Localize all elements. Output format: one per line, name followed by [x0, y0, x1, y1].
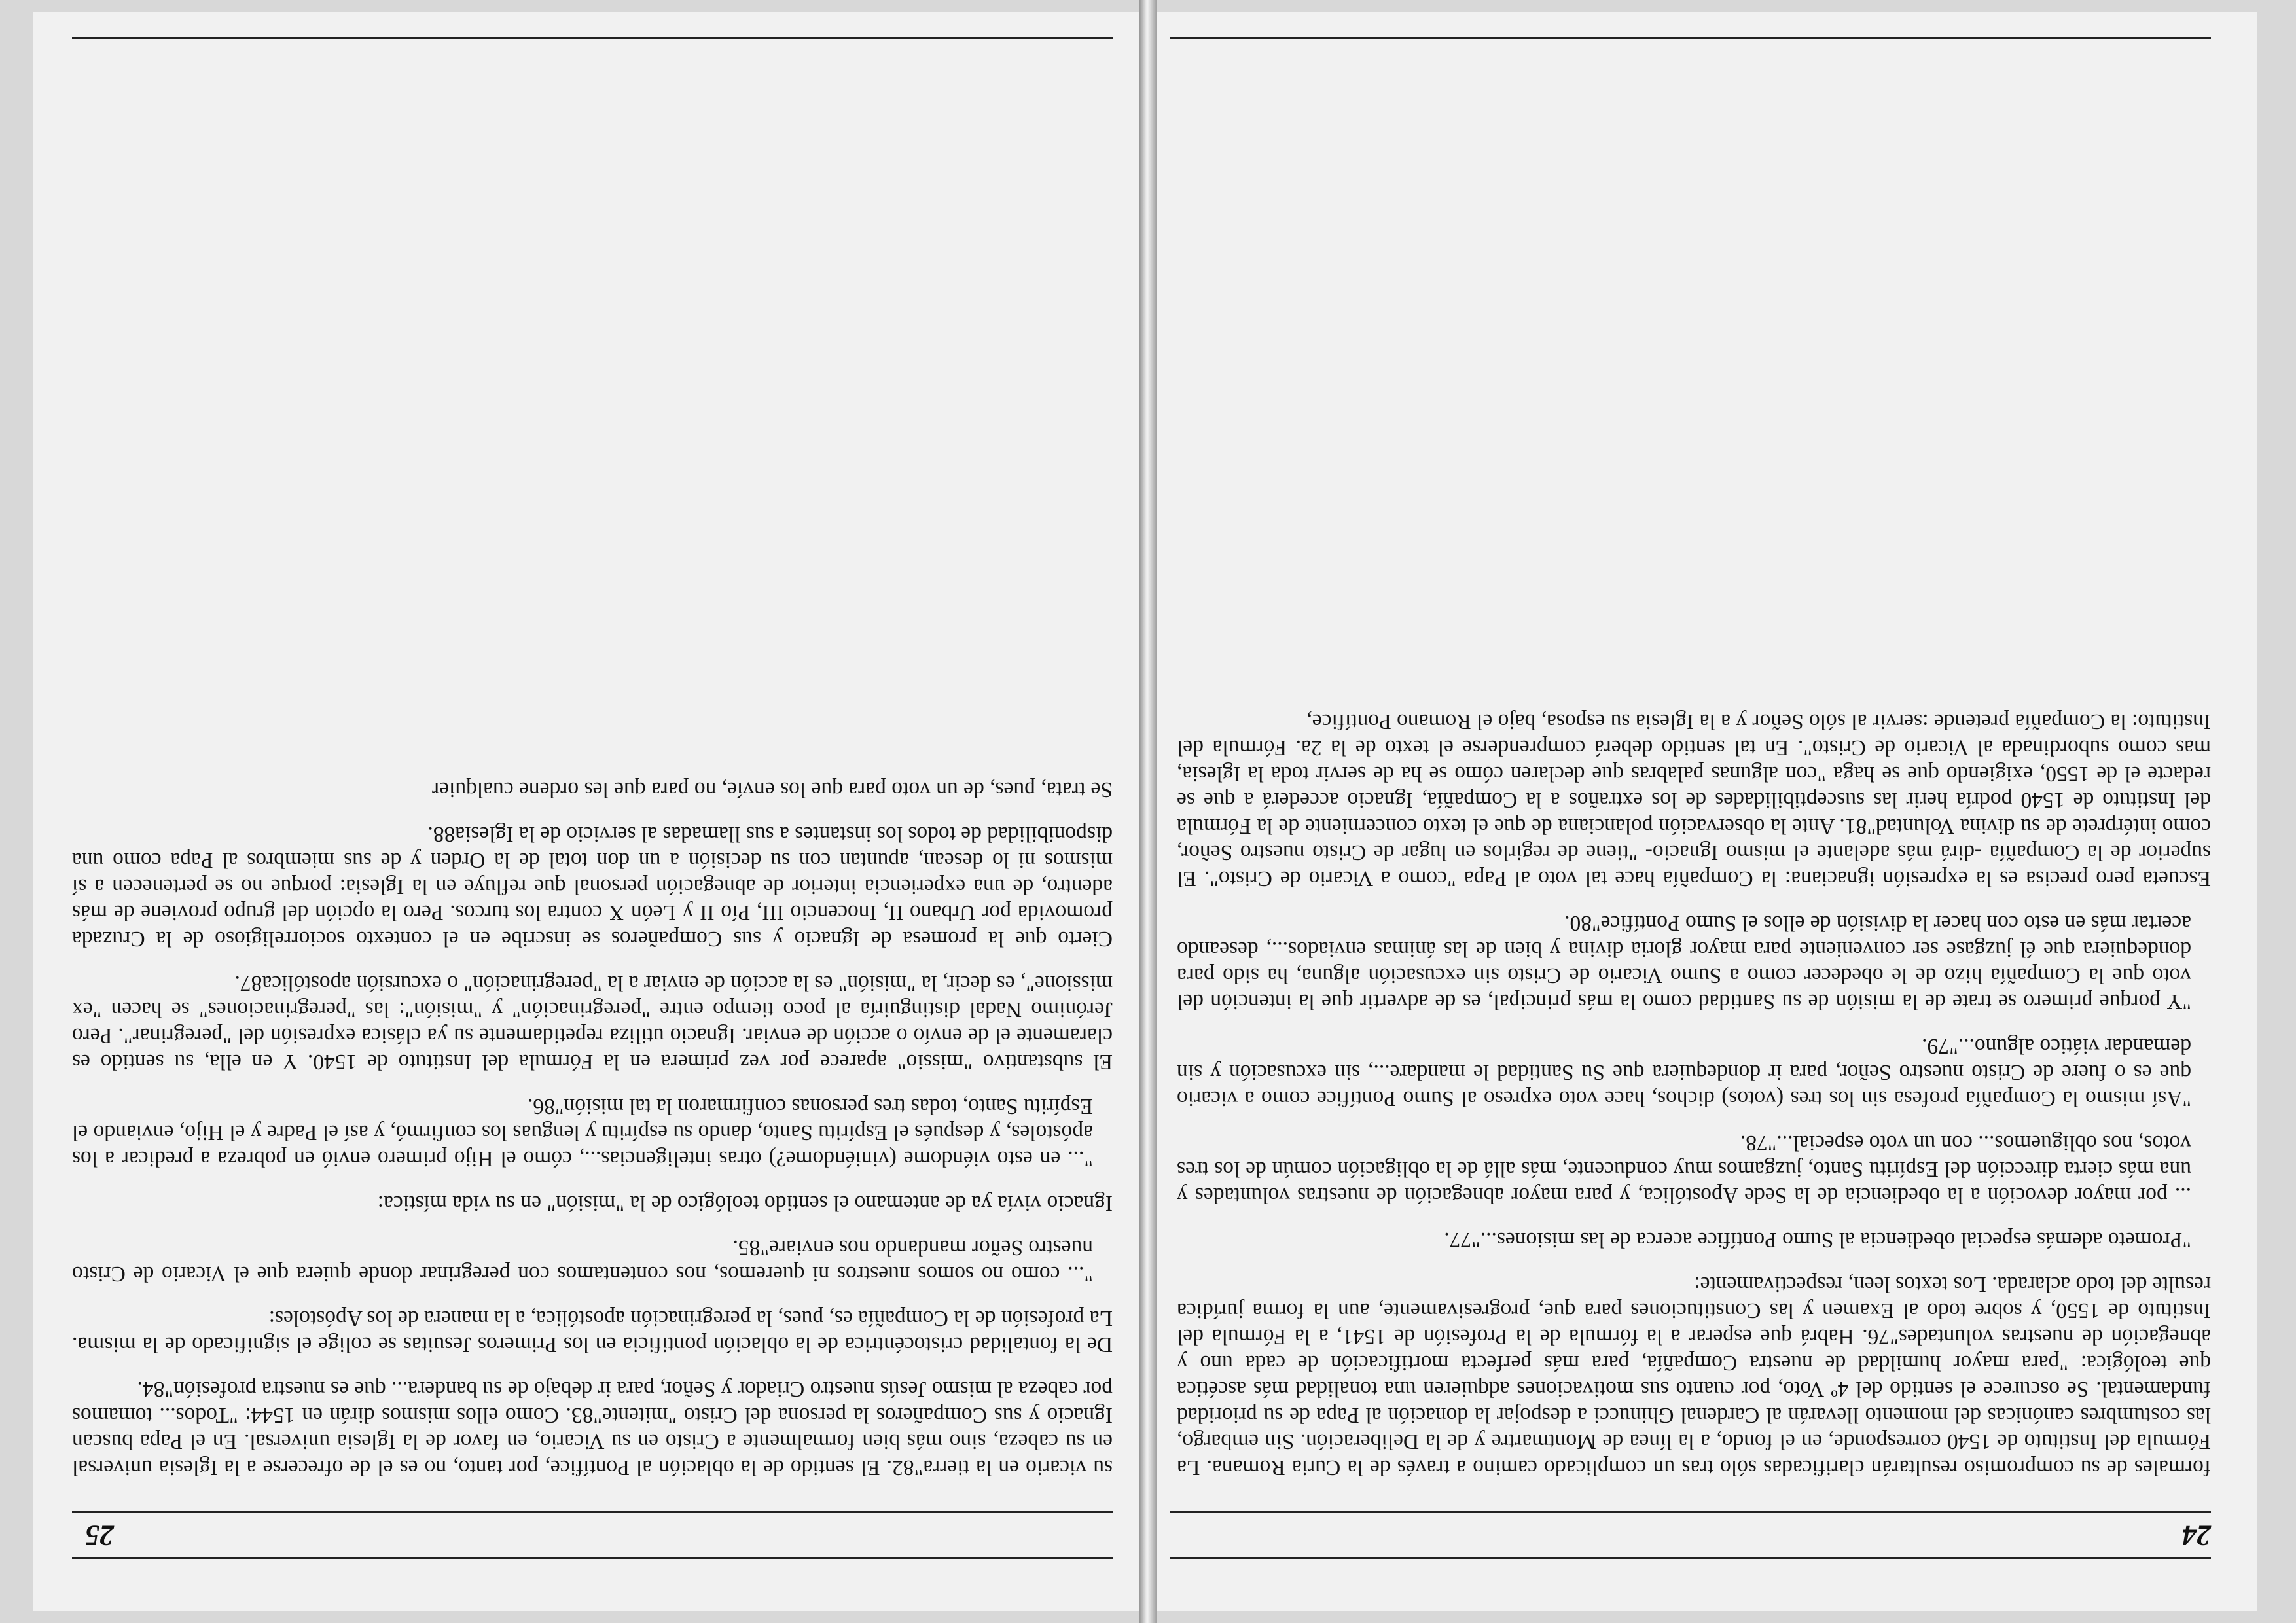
page-number: 24 [2182, 1520, 2211, 1552]
quote-paragraph: "... como no somos nuestros ni queremos, nos contentamos con peregrinar donde quiera que el Vicario de Cristo nuestro Señor mandando nos enviare"85. [72, 1236, 1093, 1286]
paragraph: formales de su compromiso resultarán clarificadas sólo tras un complicado camino a través de la Curia Romana. La Fórmula del Instituto de 1540 corresponde, en el fondo, a la línea de Montmartre y de la Deliberación. Sin embargo, las costumbres canónicas del momento llevarán al Cardenal Ghinucci a despojar la donación al Papa de su prioridad fundamental. Se oscurece el sentido del 4º Voto, por cuanto sus motivaciones adquieren una tonalidad más ascética que teológica: "para mayor humildad de nuestra Compañía, para más perfecta mortificación de cada uno y abnegación de nuestras voluntades"76. Habrá que esperar a la fórmula de la Profesión de 1541, a la Fórmula del Instituto de 1550, y sobre todo al Examen y las Constituciones para que, progresivamente, aun la forma jurídica resulte del todo aclarada. Los textos leen, respectivamente: [1177, 1272, 2211, 1480]
paragraph: Escueta pero precisa es la expresión ignaciana: la Compañía hace tal voto al Papa "como a Vicario de Cristo". El superior de la Compañía -dirá más adelante el mismo Ignacio- "tiene de regirlos en lugar de Cristo nuestro Señor, como intérprete de su divina Voluntad"81. Ante la observación polanciana de que el texto concerniente de la Fórmula del Instituto de 1540 podría herir las susceptibilidades de los extraños a la Compañía, Ignacio accederá a que se redacte el de 1550, exigiendo que se haga "con algunas palabras que declaren cómo se ha de servir toda la Iglesia, mas como subordinada al Vicario de Cristo". En tal sentido deberá comprenderse el texto de la 2a. Fórmula del Instituto: la Compañía pretende :servir al sólo Señor y a la Iglesia su esposa, bajo el Romano Pontífice, [1177, 709, 2211, 891]
book-gutter [1139, 0, 1157, 1623]
page-number: 25 [85, 1520, 114, 1552]
header-rule [1170, 1511, 2211, 1513]
paragraph: su vicario en la tierra"82. El sentido de la oblación al Pontífice, por tanto, no es el de ofrecerse a la Iglesia universal en su cabeza, sino más bien formalmente a Cristo en su Vicario, en favor de la Iglesia universal. En el Papa buscan Ignacio y sus Compañeros la persona del Cristo "mitente"83. Como ellos mismos dirán en 1544: "Todos... tomamos por cabeza al mismo Jesús nuestro Criador y Señor, para ir debajo de su bandera... que es nuestra profesión"84. [72, 1377, 1113, 1480]
paragraph: Ignacio vivía ya de antemano el sentido teológico de la "misión" en su vida mística: [377, 1191, 1113, 1215]
header-rule-top [72, 1557, 1113, 1559]
footer-rule [1170, 37, 2211, 39]
paragraph: De la fontalidad cristocéntrica de la oblación pontificia en los Primeros Jesuitas se colige el significado de la misma. La profesión de la Compañía es, pues, la peregrinación apostólica, a la manera de los Apóstoles: [72, 1306, 1113, 1357]
quote-paragraph: "Y porque primero se trate de la misión de su Santidad como la más principal, es de advertir que la intención del voto que la Compañía hizo de le obedecer como a Sumo Vicario de Cristo sin excusación alguna, ha sido para dondequiera que él juzgase ser conveniente para mayor gloria divina y bien de las ánimas enviados..., deseando acertar más en esto con hacer la división de ellos el Sumo Pontífice"80. [1177, 911, 2191, 1014]
paragraph: El substantivo "missio" aparece por vez primera en la Fórmula del Instituto de 1540. Y en ella, su sentido es claramente el de envío o acción de enviar. Ignacio utiliza repetidamente su ya clásica expresión del "peregrinar". Pero Jerónimo Nadal distinguiría al poco tiempo entre "peregrinación" y "misión": las "peregrinaciones" se hacen "ex missione", es decir, la "misión" es la acción de enviar a la "peregrinación" o excursión apostólica87. [72, 971, 1113, 1074]
quote-paragraph: "Así mismo la Compañía profesa sin los tres (votos) dichos, hace voto expreso al Sumo Pontífice como a vicario que es o fuere de Cristo nuestro Señor, para ir dondequiera que Su Santidad le mandare..., sin excusación y sin demandar viático alguno..."79. [1177, 1034, 2191, 1111]
page-left [1157, 12, 2257, 1611]
page-text [72, 758, 1113, 1480]
header-rule [72, 1511, 1113, 1513]
quote-paragraph: ... por mayor devoción a la obediencia de la Sede Apostólica, y para mayor abnegación de nuestras voluntades y una más cierta dirección del Espíritu Santo, juzgamos muy conducente, más allá de la obligación común de los tres votos, nos obliguemos... con un voto especial..."78. [1177, 1131, 2191, 1207]
quote-paragraph: "... en esto viéndome (viniéndome?) otras inteligencias..., cómo el Hijo primero envió en pobreza a predicar a los apóstoles, y después el Espíritu Santo, dando su espíritu y lenguas los confirmó, y así el Padre y el Hijo, enviando el Espíritu Santo, todas tres personas confirmaron la tal misión"86. [72, 1094, 1093, 1171]
footer-rule [72, 37, 1113, 39]
page-text [1177, 690, 2211, 1480]
quote-paragraph: "Prometo además especial obediencia al Sumo Pontífice acerca de las misiones..."77. [1444, 1228, 2191, 1252]
header-rule-top [1170, 1557, 2211, 1559]
paragraph: Se trata, pues, de un voto para que los envíe, no para que les ordene cualquier [432, 777, 1113, 802]
paragraph: Cierto que la promesa de Ignacio y sus Compañeros se inscribe en el contexto sociorreligioso de la Cruzada promovida por Urbano II, Inocencio III, Pío II y León X contra los turcos. Pero la opción del grupo proviene de más adentro, de una experiencia interior de abnegación personal que refluye en la Iglesia: porque no se pertenecen a sí mismos ni lo desean, apuntan con su decisión a un don total de la Orden y de sus miembros al Papa como una disponibilidad de todos los instantes a sus llamadas al servicio de la Iglesia88. [72, 822, 1113, 951]
page-right [33, 12, 1139, 1611]
